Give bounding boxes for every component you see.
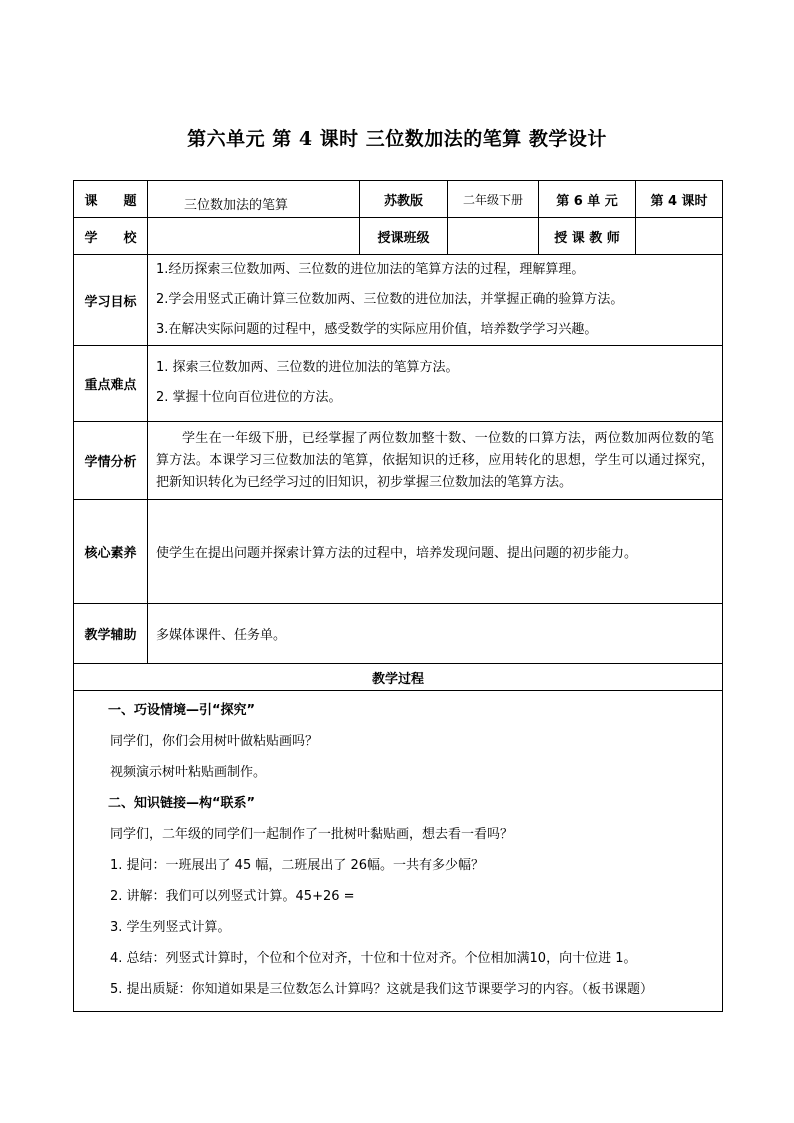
school-row	[74, 218, 723, 255]
process-label: 教学过程	[74, 664, 723, 691]
class-label: 授课班级	[360, 218, 448, 255]
teacher-label: 授 课 教 师	[539, 218, 636, 255]
goal-item: 1.经历探索三位数加两、三位数的进位加法的笔算方法的过程，理解算理。	[156, 262, 585, 277]
aids-text: 多媒体课件、任务单。	[148, 604, 723, 664]
grade-value: 二年级下册	[448, 181, 539, 218]
key-label: 重点难点	[74, 346, 148, 422]
key-item: 1. 探索三位数加两、三位数的进位加法的笔算方法。	[156, 360, 459, 375]
process-row	[74, 691, 723, 1012]
analysis-text: 学生在一年级下册，已经掌握了两位数加整十数、一位数的口算方法，两位数加两位数的笔算方法。本课学习三位数加法的笔算，依据知识的迁移，应用转化的思想，学生可以通过探究，把新知识转化为已经学习过的旧知识，初步掌握三位数加法的笔算方法。	[148, 422, 723, 500]
key-row	[74, 346, 723, 422]
process-line: 1. 提问：一班展出了 45 幅，二班展出了 26幅。一共有多少幅？	[110, 858, 485, 873]
process-line: 2. 讲解：我们可以列竖式计算。45+26 =	[110, 889, 355, 904]
page-title: 第六单元 第 4 课时 三位数加法的笔算 教学设计	[187, 128, 607, 150]
process-heading: 二、知识链接—构“联系”	[108, 796, 256, 811]
goals-row	[74, 255, 723, 346]
topic-row	[74, 181, 723, 218]
process-content	[74, 691, 723, 1012]
school-value	[148, 218, 360, 255]
lesson-plan-table	[73, 180, 723, 1012]
publisher-value: 苏教版	[360, 181, 448, 218]
teacher-value	[636, 218, 723, 255]
aids-row	[74, 604, 723, 664]
goal-item: 2.学会用竖式正确计算三位数加两、三位数的进位加法，并掌握正确的验算方法。	[156, 292, 624, 307]
process-line: 4. 总结：列竖式计算时，个位和个位对齐，十位和十位对齐。个位相加满10，向十位进 1。	[110, 951, 637, 966]
goals-label: 学习目标	[74, 255, 148, 346]
goal-item: 3.在解决实际问题的过程中，感受数学的实际应用价值，培养数学学习兴趣。	[156, 322, 598, 337]
analysis-label: 学情分析	[74, 422, 148, 500]
key-item: 2. 掌握十位向百位进位的方法。	[156, 390, 342, 405]
aids-label: 教学辅助	[74, 604, 148, 664]
process-heading: 一、巧设情境—引“探究”	[108, 703, 256, 718]
core-row	[74, 500, 723, 604]
process-line: 5. 提出质疑：你知道如果是三位数怎么计算吗？这就是我们这节课要学习的内容。（板书课题）	[110, 982, 654, 997]
school-label: 学 校	[74, 218, 148, 255]
process-line: 3. 学生列竖式计算。	[110, 920, 231, 935]
lesson-value: 第 4 课时	[636, 181, 723, 218]
process-line: 同学们，二年级的同学们一起制作了一批树叶黏贴画，想去看一看吗？	[110, 827, 514, 842]
topic-value: 三位数加法的笔算	[148, 181, 360, 218]
process-line: 视频演示树叶粘贴画制作。	[110, 765, 267, 780]
topic-label: 课 题	[74, 181, 148, 218]
process-line: 同学们，你们会用树叶做粘贴画吗？	[110, 734, 319, 749]
unit-value: 第 6 单 元	[539, 181, 636, 218]
key-content	[148, 346, 723, 422]
goals-content	[148, 255, 723, 346]
process-header-row	[74, 664, 723, 691]
core-text: 使学生在提出问题并探索计算方法的过程中，培养发现问题、提出问题的初步能力。	[148, 500, 723, 604]
class-value	[448, 218, 539, 255]
core-label: 核心素养	[74, 500, 148, 604]
analysis-row	[74, 422, 723, 500]
